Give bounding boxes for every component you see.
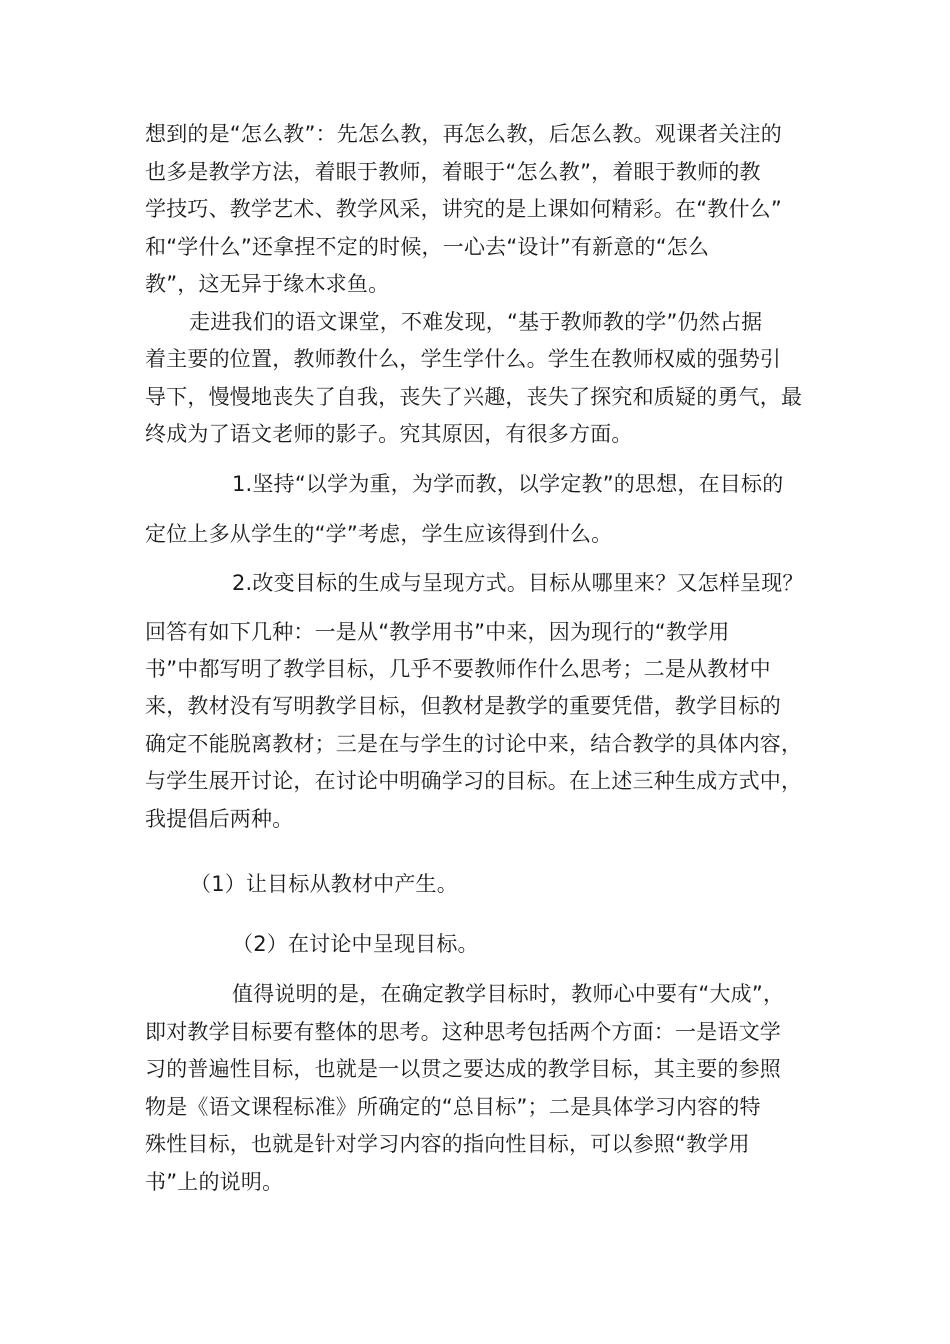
sub-item-2: （2）在讨论中呈现目标。 [232,932,479,956]
numbered-item-2: 2.改变目标的生成与呈现方式。目标从哪里来？又怎样呈现？ [232,571,804,595]
numbered-item-1: 1.坚持“以学为重，为学而教，以学定教”的思想，在目标的 [232,472,784,496]
paragraph-first-line: 值得说明的是，在确定教学目标时，教师心中要有“大成”， [232,982,785,1006]
text-line: 即对教学目标要有整体的思考。这种思考包括两个方面：一是语文学 [145,1020,781,1044]
text-line: 与学生展开讨论，在讨论中明确学习的目标。在上述三种生成方式中， [145,769,803,793]
text-line: 殊性目标，也就是针对学习内容的指向性目标，可以参照“教学用 [145,1132,750,1156]
text-line: 我提倡后两种。 [145,807,294,831]
paragraph-first-line: 走进我们的语文课堂，不难发现，“基于教师教的学”仍然占据 [189,310,763,334]
text-line: 定位上多从学生的“学”考虑，学生应该得到什么。 [145,522,613,546]
text-line: 来，教材没有写明教学目标，但教材是教学的重要凭借，教学目标的 [145,694,781,718]
text-line: 想到的是“怎么教”：先怎么教，再怎么教，后怎么教。观课者关注的 [145,122,782,146]
text-line: 终成为了语文老师的影子。究其原因，有很多方面。 [145,422,633,446]
sub-item-1: （1）让目标从教材中产生。 [190,872,458,896]
text-line: 书”中都写明了教学目标，几乎不要教师作什么思考；二是从教材中 [145,657,771,681]
text-line: 和“学什么”还拿捏不定的时候，一心去“设计”有新意的“怎么 [145,235,710,259]
text-line: 也多是教学方法，着眼于教师，着眼于“怎么教”，着眼于教师的教 [145,160,761,184]
text-line: 确定不能脱离教材；三是在与学生的讨论中来，结合教学的具体内容， [145,732,803,756]
text-line: 着主要的位置，教师教什么，学生学什么。学生在教师权威的强势引 [145,347,781,371]
text-line: 学技巧、教学艺术、教学风采，讲究的是上课如何精彩。在“教什么” [145,197,782,221]
text-line: 习的普遍性目标，也就是一以贯之要达成的教学目标，其主要的参照 [145,1057,781,1081]
text-line: 书”上的说明。 [145,1170,284,1194]
text-line: 导下，慢慢地丧失了自我，丧失了兴趣，丧失了探究和质疑的勇气，最 [145,385,803,409]
text-line: 回答有如下几种：一是从“教学用书”中来，因为现行的“教学用 [145,620,730,644]
text-line: 物是《语文课程标准》所确定的“总目标”；二是具体学习内容的特 [145,1095,761,1119]
text-line: 教”，这无异于缘木求鱼。 [145,272,390,296]
